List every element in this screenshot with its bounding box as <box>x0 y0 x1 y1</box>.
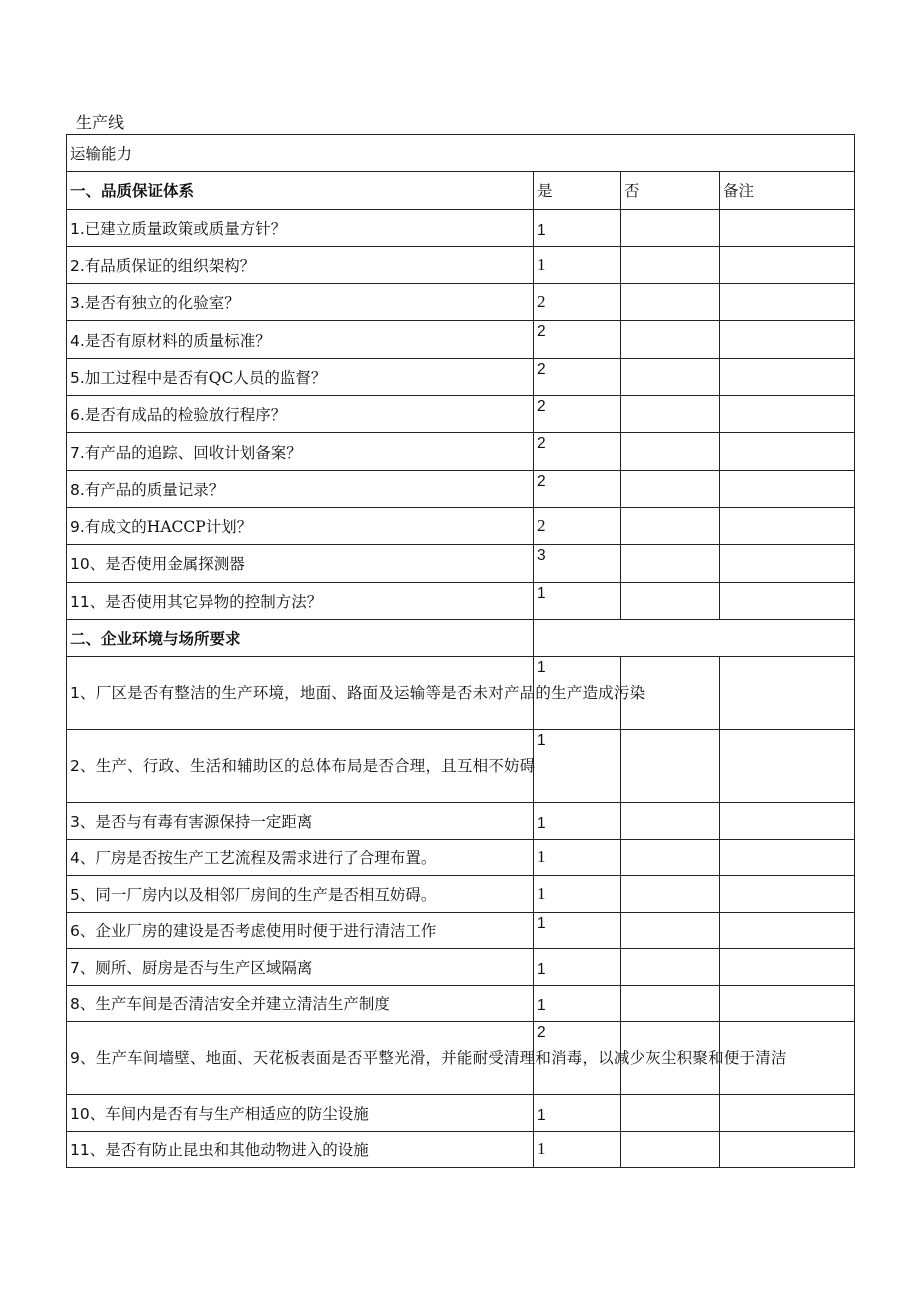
table-row <box>67 209 855 246</box>
yes-value: 1 <box>534 582 621 619</box>
no-cell <box>621 396 720 433</box>
yes-value: 1 <box>534 246 621 283</box>
note-cell <box>720 912 855 949</box>
table-row <box>67 657 855 730</box>
yes-value: 1 <box>534 839 621 876</box>
yes-value: 3 <box>534 545 621 582</box>
table-row <box>67 507 855 544</box>
table-row <box>67 433 855 470</box>
question-number: 2. <box>70 257 85 276</box>
question-cell <box>67 1022 787 1095</box>
audit-table <box>66 134 855 1168</box>
no-cell <box>621 284 720 321</box>
no-cell <box>621 839 720 876</box>
yes-value: 1 <box>534 876 621 913</box>
question-cell <box>67 433 534 470</box>
question-cell <box>67 730 534 803</box>
question-text: 有品质保证的组织架构？ <box>84 257 256 276</box>
note-cell <box>720 949 855 986</box>
question-text: 有成文的HACCP计划？ <box>84 518 253 537</box>
section2-header-row <box>67 619 855 656</box>
question-text: 是否有成品的检验放行程序？ <box>84 406 287 425</box>
question-cell <box>67 657 646 730</box>
column-header-note: 备注 <box>720 172 855 209</box>
note-cell <box>720 545 855 582</box>
table-row <box>67 246 855 283</box>
yes-value: 1 <box>534 730 621 803</box>
yes-value: 2 <box>534 433 621 470</box>
no-cell <box>621 730 720 803</box>
note-cell <box>720 582 855 619</box>
question-cell <box>67 209 534 246</box>
yes-value: 1 <box>534 1131 621 1168</box>
question-cell <box>67 284 534 321</box>
note-cell <box>720 433 855 470</box>
question-number: 7、 <box>70 958 96 977</box>
section1-header-row <box>67 172 855 209</box>
yes-value: 1 <box>534 657 621 730</box>
no-cell <box>621 321 720 358</box>
table-row <box>67 1022 855 1095</box>
question-number: 5. <box>70 368 85 387</box>
question-cell <box>67 507 534 544</box>
title-row <box>67 135 855 172</box>
question-text: 是否有原材料的质量标准？ <box>84 331 271 350</box>
no-cell <box>621 1095 720 1132</box>
question-text: 是否使用金属探测器 <box>105 555 245 574</box>
note-cell <box>720 1131 855 1168</box>
question-number: 10、 <box>70 555 106 574</box>
question-number: 4. <box>70 331 85 350</box>
question-text: 是否与有毒有害源保持一定距离 <box>95 812 313 831</box>
note-cell <box>720 358 855 395</box>
question-cell <box>67 803 534 840</box>
table-row <box>67 358 855 395</box>
table-row <box>67 396 855 433</box>
note-cell <box>720 470 855 507</box>
yes-value: 1 <box>534 1095 621 1132</box>
title-cell: 运输能力 <box>67 135 855 172</box>
question-number: 9. <box>70 518 85 537</box>
no-cell <box>621 358 720 395</box>
question-text: 有产品的质量记录？ <box>84 480 225 499</box>
question-cell <box>67 246 534 283</box>
no-cell <box>621 582 720 619</box>
table-row <box>67 321 855 358</box>
question-number: 8、 <box>70 995 96 1014</box>
question-number: 10、 <box>70 1104 106 1123</box>
question-cell <box>67 1131 534 1168</box>
note-cell <box>720 284 855 321</box>
question-text: 是否有防止昆虫和其他动物进入的设施 <box>105 1141 369 1160</box>
question-text: 生产车间是否清洁安全并建立清洁生产制度 <box>95 995 390 1014</box>
question-text: 厂房是否按生产工艺流程及需求进行了合理布置。 <box>95 849 437 868</box>
table-row <box>67 876 855 913</box>
no-cell <box>621 545 720 582</box>
question-text: 加工过程中是否有QC人员的监督？ <box>84 368 327 387</box>
table-row <box>67 545 855 582</box>
note-cell <box>720 209 855 246</box>
question-number: 3、 <box>70 812 96 831</box>
table-row <box>67 949 855 986</box>
question-number: 11、 <box>70 592 106 611</box>
no-cell <box>621 1131 720 1168</box>
note-cell <box>720 507 855 544</box>
question-text: 是否有独立的化验室？ <box>84 294 240 313</box>
question-text: 生产车间墙壁、地面、天花板表面是否平整光滑，并能耐受清理和消毒，以减少灰尘积聚和便于清洁 <box>95 1049 787 1068</box>
note-cell <box>720 985 855 1022</box>
yes-value: 1 <box>534 912 621 949</box>
column-header-no: 否 <box>621 172 720 209</box>
question-cell <box>67 396 534 433</box>
question-number: 6、 <box>70 922 96 941</box>
question-cell <box>67 470 534 507</box>
no-cell <box>621 433 720 470</box>
no-cell <box>621 209 720 246</box>
yes-value: 1 <box>534 209 621 246</box>
table-row <box>67 912 855 949</box>
question-number: 11、 <box>70 1141 106 1160</box>
table-row <box>67 1131 855 1168</box>
question-text: 厂区是否有整洁的生产环境，地面、路面及运输等是否未对产品的生产造成污染 <box>95 684 646 703</box>
section1-title: 一、品质保证体系 <box>67 172 534 209</box>
no-cell <box>621 470 720 507</box>
question-text: 是否使用其它异物的控制方法？ <box>105 592 323 611</box>
question-text: 已建立质量政策或质量方针？ <box>84 219 287 238</box>
question-text: 生产、行政、生活和辅助区的总体布局是否合理，且互相不妨碍 <box>95 757 536 776</box>
note-cell <box>720 839 855 876</box>
question-cell <box>67 876 534 913</box>
table-row <box>67 470 855 507</box>
question-number: 1. <box>70 219 85 238</box>
no-cell <box>621 985 720 1022</box>
question-cell <box>67 545 534 582</box>
question-cell <box>67 358 534 395</box>
question-number: 6. <box>70 406 85 425</box>
question-number: 9、 <box>70 1049 96 1068</box>
no-cell <box>621 912 720 949</box>
question-number: 2、 <box>70 757 96 776</box>
yes-value: 2 <box>534 507 621 544</box>
table-row <box>67 839 855 876</box>
note-cell <box>720 1095 855 1132</box>
question-number: 8. <box>70 480 85 499</box>
question-text: 有产品的追踪、回收计划备案？ <box>84 443 302 462</box>
question-number: 4、 <box>70 849 96 868</box>
yes-value: 2 <box>534 396 621 433</box>
no-cell <box>621 949 720 986</box>
page-heading: 生产线 <box>76 113 125 132</box>
note-cell <box>720 246 855 283</box>
question-cell <box>67 839 534 876</box>
yes-value: 2 <box>534 470 621 507</box>
question-number: 5、 <box>70 885 96 904</box>
no-cell <box>621 507 720 544</box>
note-cell <box>720 321 855 358</box>
section2-header-blank <box>534 619 855 656</box>
question-number: 1、 <box>70 684 96 703</box>
table-row <box>67 284 855 321</box>
section2-title: 二、企业环境与场所要求 <box>67 619 534 656</box>
question-text: 厕所、厨房是否与生产区域隔离 <box>95 958 313 977</box>
question-cell <box>67 949 534 986</box>
question-text: 同一厂房内以及相邻厂房间的生产是否相互妨碍。 <box>95 885 437 904</box>
table-row <box>67 803 855 840</box>
question-cell <box>67 1095 534 1132</box>
note-cell <box>720 730 855 803</box>
question-cell <box>67 321 534 358</box>
question-cell <box>67 985 534 1022</box>
yes-value: 1 <box>534 985 621 1022</box>
column-header-yes: 是 <box>534 172 621 209</box>
note-cell <box>720 803 855 840</box>
no-cell <box>621 803 720 840</box>
yes-value: 2 <box>534 1022 621 1095</box>
question-text: 企业厂房的建设是否考虑使用时便于进行清洁工作 <box>95 922 437 941</box>
table-row <box>67 730 855 803</box>
yes-value: 2 <box>534 321 621 358</box>
yes-value: 2 <box>534 284 621 321</box>
note-cell <box>720 396 855 433</box>
table-row <box>67 1095 855 1132</box>
no-cell <box>621 876 720 913</box>
note-cell <box>720 876 855 913</box>
question-number: 3. <box>70 294 85 313</box>
no-cell <box>621 246 720 283</box>
yes-value: 1 <box>534 803 621 840</box>
question-cell <box>67 582 534 619</box>
question-cell <box>67 912 534 949</box>
question-number: 7. <box>70 443 85 462</box>
question-text: 车间内是否有与生产相适应的防尘设施 <box>105 1104 369 1123</box>
table-row <box>67 582 855 619</box>
table-row <box>67 985 855 1022</box>
yes-value: 2 <box>534 358 621 395</box>
yes-value: 1 <box>534 949 621 986</box>
note-cell <box>720 657 855 730</box>
